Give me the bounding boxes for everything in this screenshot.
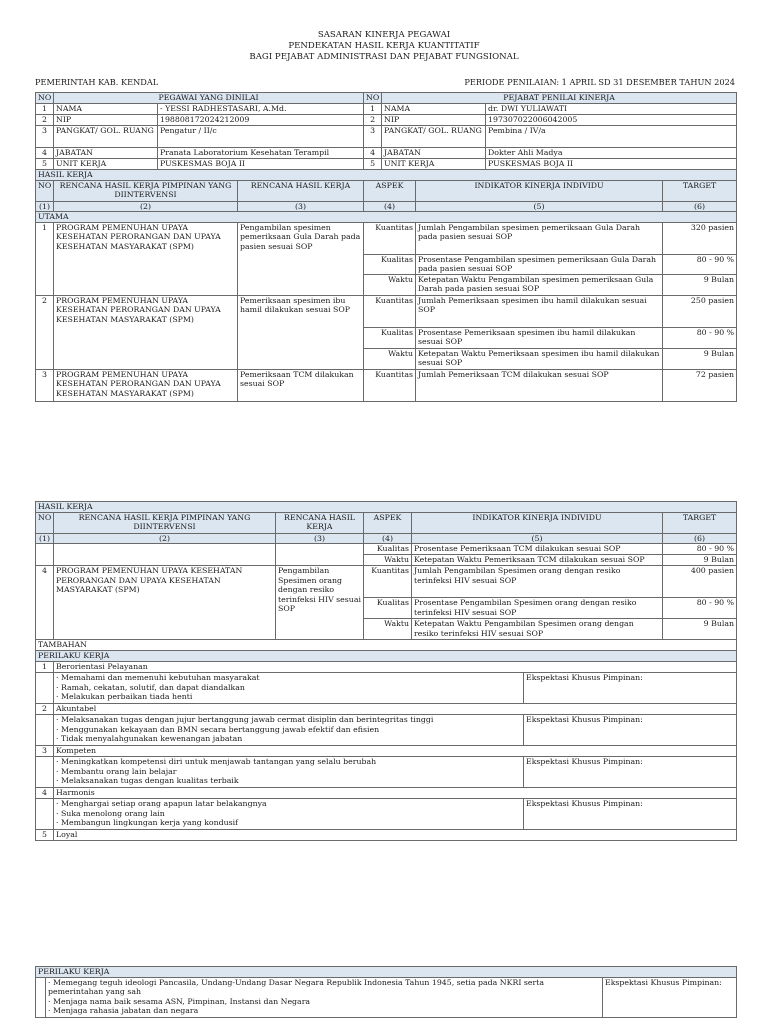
perilaku-no: 3	[36, 746, 54, 757]
penilai-value: dr. DWI YULIAWATI	[486, 104, 737, 115]
perilaku-no: 4	[36, 788, 54, 799]
penilai-value: PUSKESMAS BOJA II	[486, 159, 737, 170]
id-no: 5	[36, 159, 54, 170]
target-kualitas: 80 - 90 %	[663, 254, 737, 274]
target-kuantitas: 320 pasien	[663, 222, 737, 254]
empty-cell	[36, 544, 54, 566]
id-no: 4	[36, 148, 54, 159]
col-num: (2)	[54, 534, 276, 544]
col-header-aspek: ASPEK	[364, 181, 416, 202]
empty-cell	[36, 799, 54, 830]
col-num: (1)	[36, 534, 54, 544]
table-row	[36, 566, 737, 598]
perilaku-title: Berorientasi Pelayanan	[54, 662, 737, 673]
id-no: 3	[364, 126, 382, 148]
table-row	[36, 544, 737, 555]
indikator-kualitas: Prosentase Pengambilan Spesimen orang dengan resiko terinfeksi HIV sesuai SOP	[412, 598, 663, 619]
item-no: 4	[36, 566, 54, 640]
perilaku-no: 2	[36, 704, 54, 715]
col-header-rencana: RENCANA HASIL KERJA	[276, 513, 364, 534]
perilaku-point: · Menggunakan kekayaan dan BMN secara bertanggung jawab efektif dan efisien	[56, 725, 521, 734]
target-kuantitas: 400 pasien	[663, 566, 737, 598]
col-header-indikator: INDIKATOR KINERJA INDIVIDU	[412, 513, 663, 534]
id-no: 3	[36, 126, 54, 148]
target-kuantitas: 72 pasien	[663, 369, 737, 401]
indikator-waktu: Ketepatan Waktu Pengambilan Spesimen orang dengan resiko terinfeksi HIV sesuai SOP	[412, 619, 663, 640]
perilaku-point: · Tidak menyalahgunakan kewenangan jabatan	[56, 734, 521, 743]
table-row	[36, 295, 737, 327]
perilaku-no: 1	[36, 662, 54, 673]
perilaku-point: · Membangun lingkungan kerja yang kondusif	[56, 818, 521, 827]
id-label: JABATAN	[54, 148, 158, 159]
periode-label: PERIODE PENILAIAN: 1 APRIL SD 31 DESEMBER TAHUN 2024	[464, 77, 735, 87]
penilai-value: Dokter Ahli Madya	[486, 148, 737, 159]
item-program: PROGRAM PEMENUHAN UPAYA KESEHATAN PERORANGAN DAN UPAYA KESEHATAN MASYARAKAT (SPM)	[54, 222, 238, 295]
col-num: (2)	[54, 202, 238, 212]
skp-table-page3	[35, 966, 737, 1018]
indikator-kuantitas: Jumlah Pengambilan Spesimen orang dengan resiko terinfeksi HIV sesuai SOP	[412, 566, 663, 598]
id-no: 2	[36, 115, 54, 126]
empty-cell	[276, 544, 364, 566]
aspek-kuantitas: Kuantitas	[364, 222, 416, 254]
section-tambahan: TAMBAHAN	[36, 640, 737, 651]
target-kuantitas: 250 pasien	[663, 295, 737, 327]
doc-title-2: PENDEKATAN HASIL KERJA KUANTITATIF	[288, 41, 480, 51]
item-no: 3	[36, 369, 54, 401]
section-hasil-kerja: HASIL KERJA	[36, 170, 737, 181]
perilaku-title: Kompeten	[54, 746, 737, 757]
id-no: 5	[364, 159, 382, 170]
id-label: NIP	[54, 115, 158, 126]
id-no: 1	[364, 104, 382, 115]
col-header-aspek: ASPEK	[364, 513, 412, 534]
perilaku-point: · Menjaga rahasia jabatan dan negara	[48, 1006, 600, 1015]
aspek-waktu: Waktu	[364, 555, 412, 566]
doc-title-1: SASARAN KINERJA PEGAWAI	[317, 30, 451, 40]
col-num: (3)	[238, 202, 364, 212]
id-no: 1	[36, 104, 54, 115]
section-hasil-kerja: HASIL KERJA	[36, 502, 737, 513]
aspek-waktu: Waktu	[364, 348, 416, 369]
id-row-unit	[36, 159, 737, 170]
id-row-pangkat	[36, 126, 737, 148]
aspek-kuantitas: Kuantitas	[364, 566, 412, 598]
col-header-target: TARGET	[663, 181, 737, 202]
empty-cell	[54, 544, 276, 566]
col-header-indikator: INDIKATOR KINERJA INDIVIDU	[416, 181, 663, 202]
col-num: (4)	[364, 202, 416, 212]
col-num: (6)	[663, 534, 737, 544]
perilaku-point: · Menjaga nama baik sesama ASN, Pimpinan, Instansi dan Negara	[48, 997, 600, 1006]
item-program: PROGRAM PEMENUHAN UPAYA KESEHATAN PERORANGAN DAN UPAYA KESEHATAN MASYARAKAT (SPM)	[54, 369, 238, 401]
target-kualitas: 80 - 90 %	[663, 327, 737, 348]
pegawai-value: 198808172024212009	[158, 115, 364, 126]
col-num: (4)	[364, 534, 412, 544]
perilaku-point: · Melaksanakan tugas dengan jujur bertanggung jawab cermat disiplin dan berintegritas tinggi	[56, 715, 521, 724]
indikator-kualitas: Prosentase Pengambilan spesimen pemeriksaan Gula Darah pada pasien sesuai SOP	[416, 254, 663, 274]
perilaku-point: · Suka menolong orang lain	[56, 809, 521, 818]
perilaku-title: Loyal	[54, 830, 737, 841]
id-row-jabatan	[36, 148, 737, 159]
perilaku-points	[46, 978, 603, 1018]
aspek-kuantitas: Kuantitas	[364, 369, 416, 401]
ekspektasi-label: Ekspektasi Khusus Pimpinan:	[524, 757, 737, 788]
aspek-kualitas: Kualitas	[364, 327, 416, 348]
id-header-pegawai: PEGAWAI YANG DINILAI	[54, 93, 364, 104]
id-header-penilai: PEJABAT PENILAI KINERJA	[382, 93, 737, 104]
section-perilaku-kerja: PERILAKU KERJA	[36, 651, 737, 662]
item-rencana: Pemeriksaan TCM dilakukan sesuai SOP	[238, 369, 364, 401]
table-row	[36, 222, 737, 254]
item-program: PROGRAM PEMENUHAN UPAYA KESEHATAN PERORANGAN DAN UPAYA KESEHATAN MASYARAKAT (SPM)	[54, 566, 276, 640]
id-label: PANGKAT/ GOL. RUANG	[382, 126, 486, 148]
empty-cell	[36, 757, 54, 788]
ekspektasi-label: Ekspektasi Khusus Pimpinan:	[603, 978, 737, 1018]
indikator-waktu: Ketepatan Waktu Pemeriksaan TCM dilakukan sesuai SOP	[412, 555, 663, 566]
col-num: (1)	[36, 202, 54, 212]
indikator-waktu: Ketepatan Waktu Pengambilan spesimen pemeriksaan Gula Darah pada pasien sesuai SOP	[416, 274, 663, 295]
id-label: NAMA	[54, 104, 158, 115]
target-kualitas: 80 - 90 %	[663, 598, 737, 619]
indikator-kualitas: Prosentase Pemeriksaan spesimen ibu hamil dilakukan sesuai SOP	[416, 327, 663, 348]
aspek-kualitas: Kualitas	[364, 544, 412, 555]
pegawai-value: - YESSI RADHESTASARI, A.Md.	[158, 104, 364, 115]
ekspektasi-label: Ekspektasi Khusus Pimpinan:	[524, 673, 737, 704]
penilai-value: 197307022006042005	[486, 115, 737, 126]
perilaku-point: · Ramah, cekatan, solutif, dan dapat diandalkan	[56, 683, 521, 692]
table-row	[36, 369, 737, 401]
ekspektasi-label: Ekspektasi Khusus Pimpinan:	[524, 799, 737, 830]
id-label: NAMA	[382, 104, 486, 115]
id-row-nip	[36, 115, 737, 126]
perilaku-point: · Melakukan perbaikan tiada henti	[56, 692, 521, 701]
col-header-no: NO	[36, 513, 54, 534]
target-waktu: 9 Bulan	[663, 555, 737, 566]
item-rencana: Pengambilan Spesimen orang dengan resiko terinfeksi HIV sesuai SOP	[276, 566, 364, 640]
perilaku-title: Harmonis	[54, 788, 737, 799]
aspek-kuantitas: Kuantitas	[364, 295, 416, 327]
col-header-no: NO	[36, 181, 54, 202]
aspek-waktu: Waktu	[364, 274, 416, 295]
ekspektasi-label: Ekspektasi Khusus Pimpinan:	[524, 715, 737, 746]
id-label: UNIT KERJA	[54, 159, 158, 170]
target-waktu: 9 Bulan	[663, 274, 737, 295]
id-row-nama	[36, 104, 737, 115]
empty-cell	[36, 978, 46, 1018]
perilaku-title: Akuntabel	[54, 704, 737, 715]
id-header-no-2: NO	[364, 93, 382, 104]
pegawai-value: PUSKESMAS BOJA II	[158, 159, 364, 170]
indikator-kualitas: Prosentase Pemeriksaan TCM dilakukan sesuai SOP	[412, 544, 663, 555]
id-no: 2	[364, 115, 382, 126]
perilaku-point: · Meningkatkan kompetensi diri untuk menjawab tantangan yang selalu berubah	[56, 757, 521, 766]
perilaku-points	[54, 715, 524, 746]
col-header-rencana-pimpinan: RENCANA HASIL KERJA PIMPINAN YANG DIINTERVENSI	[54, 513, 276, 534]
perilaku-point-text: Memegang teguh ideologi Pancasila, Undang-Undang Dasar Negara Republik Indonesia Tahun 1945, setia pada NKRI serta pemerintahan yang sah	[48, 978, 545, 997]
perilaku-point: · Menghargai setiap orang apapun latar belakangnya	[56, 799, 521, 808]
item-program: PROGRAM PEMENUHAN UPAYA KESEHATAN PERORANGAN DAN UPAYA KESEHATAN MASYARAKAT (SPM)	[54, 295, 238, 369]
perilaku-point: · Memegang teguh ideologi Pancasila, Undang-Undang Dasar Negara Republik Indonesia Tahun 1945, setia pada NKRI serta pemerintahan yang sah	[48, 978, 545, 997]
id-label: NIP	[382, 115, 486, 126]
section-utama: UTAMA	[36, 212, 737, 222]
target-kualitas: 80 - 90 %	[663, 544, 737, 555]
perilaku-point: · Memahami dan memenuhi kebutuhan masyarakat	[56, 673, 521, 682]
col-header-rencana: RENCANA HASIL KERJA	[238, 181, 364, 202]
instansi-label: PEMERINTAH KAB. KENDAL	[35, 77, 159, 87]
col-num: (5)	[416, 202, 663, 212]
section-perilaku-kerja: PERILAKU KERJA	[36, 967, 737, 978]
indikator-kuantitas: Jumlah Pemeriksaan spesimen ibu hamil dilakukan sesuai SOP	[416, 295, 663, 327]
indikator-kuantitas: Jumlah Pemeriksaan TCM dilakukan sesuai SOP	[416, 369, 663, 401]
id-no: 4	[364, 148, 382, 159]
perilaku-points	[54, 799, 524, 830]
aspek-kualitas: Kualitas	[364, 254, 416, 274]
id-label: UNIT KERJA	[382, 159, 486, 170]
indikator-kuantitas: Jumlah Pengambilan spesimen pemeriksaan Gula Darah pada pasien sesuai SOP	[416, 222, 663, 254]
pegawai-value: Pengatur / II/c	[158, 126, 364, 148]
pegawai-value: Pranata Laboratorium Kesehatan Terampil	[158, 148, 364, 159]
doc-title-3: BAGI PEJABAT ADMINISTRASI DAN PEJABAT FUNGSIONAL	[249, 52, 519, 62]
target-waktu: 9 Bulan	[663, 619, 737, 640]
skp-table-page1	[35, 92, 737, 402]
id-label: JABATAN	[382, 148, 486, 159]
penilai-value: Pembina / IV/a	[486, 126, 737, 148]
perilaku-points	[54, 673, 524, 704]
item-no: 2	[36, 295, 54, 369]
col-header-target: TARGET	[663, 513, 737, 534]
aspek-waktu: Waktu	[364, 619, 412, 640]
empty-cell	[36, 715, 54, 746]
skp-table-page2	[35, 501, 737, 841]
perilaku-point: · Melaksanakan tugas dengan kualitas terbaik	[56, 776, 521, 785]
col-header-rencana-pimpinan: RENCANA HASIL KERJA PIMPINAN YANG DIINTERVENSI	[54, 181, 238, 202]
item-rencana: Pengambilan spesimen pemeriksaan Gula Darah pada pasien sesuai SOP	[238, 222, 364, 295]
col-num: (5)	[412, 534, 663, 544]
perilaku-no: 5	[36, 830, 54, 841]
item-rencana: Pemeriksaan spesimen ibu hamil dilakukan sesuai SOP	[238, 295, 364, 369]
col-num: (3)	[276, 534, 364, 544]
perilaku-point: · Membantu orang lain belajar	[56, 767, 521, 776]
indikator-waktu: Ketepatan Waktu Pemeriksaan spesimen ibu hamil dilakukan sesuai SOP	[416, 348, 663, 369]
id-label: PANGKAT/ GOL. RUANG	[54, 126, 158, 148]
perilaku-points	[54, 757, 524, 788]
empty-cell	[36, 673, 54, 704]
id-header-no: NO	[36, 93, 54, 104]
item-no: 1	[36, 222, 54, 295]
target-waktu: 9 Bulan	[663, 348, 737, 369]
col-num: (6)	[663, 202, 737, 212]
aspek-kualitas: Kualitas	[364, 598, 412, 619]
